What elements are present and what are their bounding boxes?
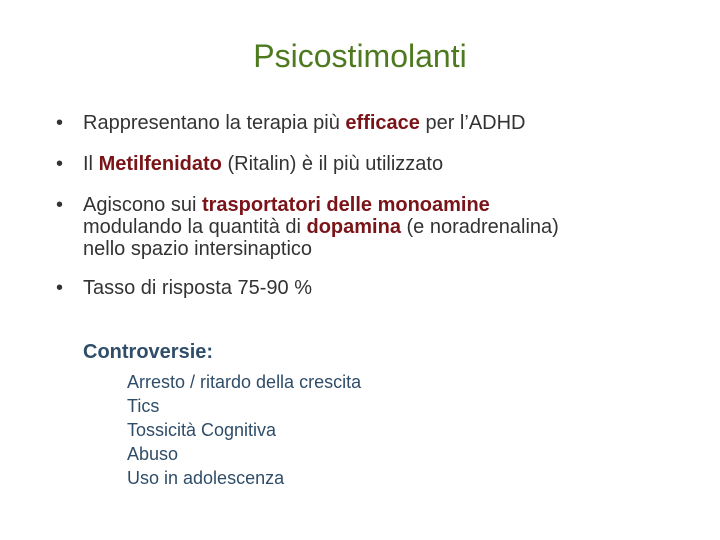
controversie-item: Tics	[127, 396, 160, 416]
bullet-dot-icon: •	[56, 153, 64, 175]
bullet-list	[56, 112, 696, 299]
highlight-text: Metilfenidato	[98, 153, 222, 175]
bullet-item-mechanism	[56, 194, 696, 260]
controversie-list	[127, 370, 361, 490]
controversie-item: Tossicità Cognitiva	[127, 420, 277, 440]
highlight-text: dopamina	[306, 216, 401, 238]
controversie-label: Controversie	[83, 341, 207, 363]
controversie-item: Abuso	[127, 444, 179, 464]
controversie-heading	[83, 340, 213, 364]
bullet-item-methylphenidate	[56, 153, 696, 175]
bullet-text: nello spazio intersinaptico	[83, 238, 313, 260]
controversie-item: Uso in adolescenza	[127, 468, 285, 488]
bullet-text: modulando la quantità di	[83, 216, 307, 238]
bullet-text: (e noradrenalina)	[400, 216, 559, 238]
highlight-text: efficace	[345, 112, 420, 134]
controversie-item: Arresto / ritardo della crescita	[127, 372, 362, 392]
bullet-text: (Ritalin) è il più utilizzato	[221, 153, 444, 175]
bullet-text: Agiscono sui	[83, 194, 202, 216]
bullet-text: Il	[83, 153, 99, 175]
bullet-text: Tasso di risposta 75-90 %	[83, 277, 313, 299]
highlight-text: trasportatori delle monoamine	[201, 194, 490, 216]
slide-title: Psicostimolanti	[253, 38, 467, 74]
bullet-text: per l’ADHD	[419, 112, 526, 134]
bullet-dot-icon: •	[56, 194, 64, 216]
controversie-colon: :	[206, 341, 214, 363]
bullet-text: Rappresentano la terapia più	[83, 112, 346, 134]
bullet-dot-icon: •	[56, 277, 64, 299]
bullet-item-efficacy	[56, 112, 696, 134]
bullet-dot-icon: •	[56, 112, 64, 134]
bullet-item-response-rate	[56, 277, 696, 299]
